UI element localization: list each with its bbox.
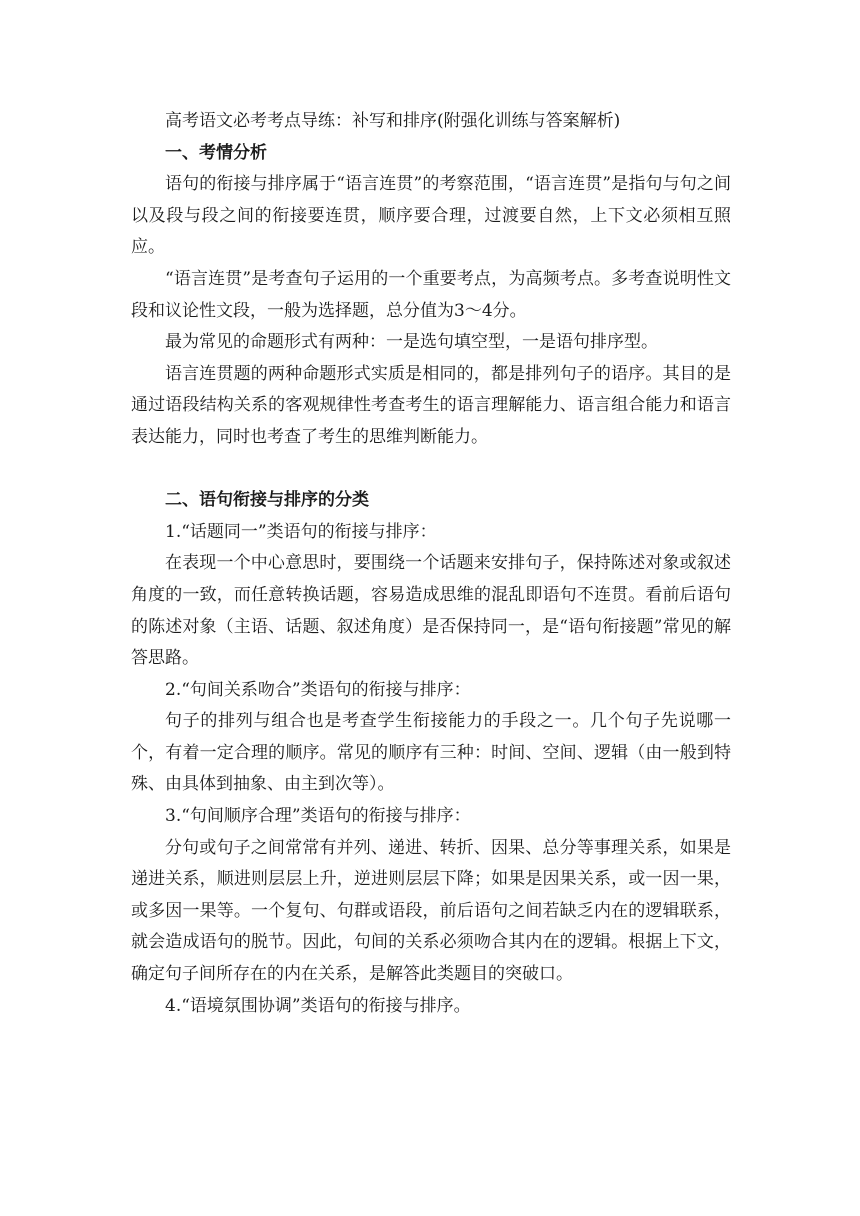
paragraph: “语言连贯”是考查句子运用的一个重要考点，为高频考点。多考查说明性文段和议论性文段，一般为选择题，总分值为3～4分。 bbox=[131, 268, 731, 321]
item-label: 3.“句间顺序合理”类语句的衔接与排序： bbox=[165, 806, 471, 827]
paragraph: 分句或句子之间常常有并列、递进、转折、因果、总分等事理关系，如果是递进关系，顺进则层层上升，逆进则层层下降；如果是因果关系，或一因一果，或多因一果等。一个复句、句群或语段，前后语句之间若缺乏内在的逻辑联系，就会造成语句的脱节。因此，句间的关系必须吻合其内在的逻辑。根据上下文，确定句子间所存在的内在关系，是解答此类题目的突破口。 bbox=[131, 837, 731, 985]
blank-line bbox=[131, 454, 731, 486]
paragraph: 句子的排列与组合也是考查学生衔接能力的手段之一。几个句子先说哪一个，有着一定合理的顺序。常见的顺序有三种：时间、空间、逻辑（由一般到特殊、由具体到抽象、由主到次等）。 bbox=[131, 711, 731, 795]
paragraph: 语句的衔接与排序属于“语言连贯”的考察范围，“语言连贯”是指句与句之间以及段与段之间的衔接要连贯，顺序要合理，过渡要自然，上下文必须相互照应。 bbox=[131, 174, 731, 258]
item-label: 1.“话题同一”类语句的衔接与排序： bbox=[165, 521, 437, 542]
paragraph: 在表现一个中心意思时，要围绕一个话题来安排句子，保持陈述对象或叙述角度的一致，而任意转换话题，容易造成思维的混乱即语句不连贯。看前后语句的陈述对象（主语、话题、叙述角度）是否保持同一，是“语句衔接题”常见的解答思路。 bbox=[131, 553, 731, 669]
paragraph: 语言连贯题的两种命题形式实质是相同的，都是排列句子的语序。其目的是通过语段结构关系的客观规律性考查考生的语言理解能力、语言组合能力和语言表达能力，同时也考查了考生的思维判断能力。 bbox=[131, 363, 731, 447]
item-label: 2.“句间关系吻合”类语句的衔接与排序： bbox=[165, 679, 471, 700]
section-heading-classification: 二、语句衔接与排序的分类 bbox=[165, 490, 369, 511]
item-label: 4.“语境氛围协调”类语句的衔接与排序。 bbox=[165, 995, 471, 1016]
document-title: 高考语文必考考点导练：补写和排序(附强化训练与答案解析) bbox=[165, 111, 621, 131]
paragraph: 最为常见的命题形式有两种：一是选句填空型，一是语句排序型。 bbox=[165, 332, 658, 353]
document-page bbox=[131, 106, 731, 1022]
section-heading-analysis: 一、考情分析 bbox=[165, 142, 267, 163]
